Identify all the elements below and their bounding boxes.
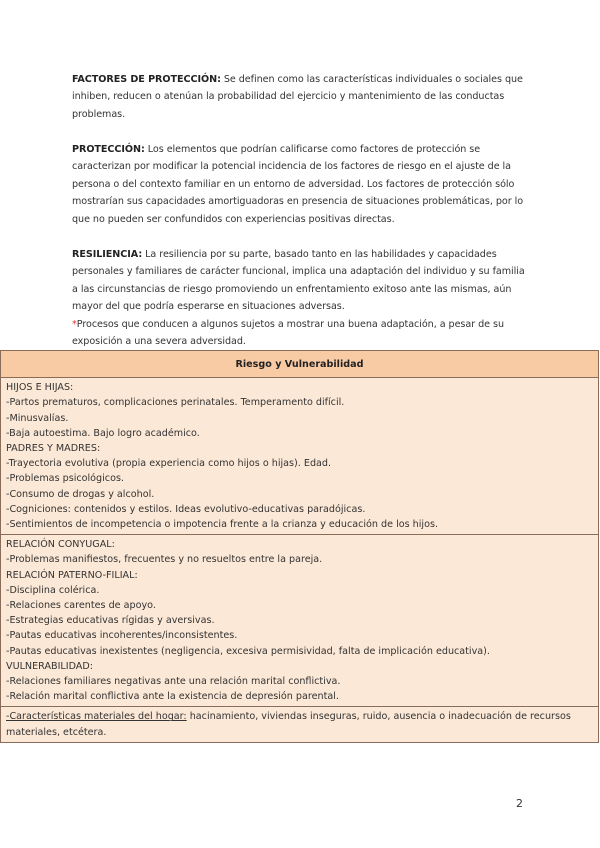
material-label: -Características materiales del hogar: [6, 711, 187, 723]
page-number: 2 [516, 797, 523, 810]
table-line: -Pautas educativas incoherentes/inconsistentes. [6, 630, 238, 642]
resiliencia-label: RESILIENCIA: [72, 249, 143, 260]
table-line: -Estrategias educativas rígidas y aversivas. [6, 615, 215, 627]
table-line: PADRES Y MADRES: [6, 443, 101, 455]
table-line: VULNERABILIDAD: [6, 660, 93, 672]
risk-vulnerability-table [0, 350, 599, 743]
factores-label: FACTORES DE PROTECCIÓN: [72, 74, 221, 85]
paragraph-proteccion [72, 141, 527, 228]
table-line: -Problemas manifiestos, frecuentes y no resueltos entre la pareja. [6, 554, 323, 566]
table-line: -Problemas psicológicos. [6, 473, 124, 485]
resiliencia-note: Procesos que conducen a algunos sujetos a mostrar una buena adaptación, a pesar de su exposición a una severa adversidad. [72, 318, 504, 348]
table-line: -Relación marital conflictiva ante la existencia de depresión parental. [6, 691, 339, 703]
table-line: -Minusvalías. [6, 412, 69, 424]
table-header: Riesgo y Vulnerabilidad [1, 351, 599, 378]
table-line: RELACIÓN CONYUGAL: [6, 539, 115, 551]
proteccion-text: Los elementos que podrían calificarse como factores de protección se caracterizan por modificar la potencial incidencia de los factores de riesgo en el ajuste de la persona o del contexto familiar en un entorno de adversidad. Los factores de protección sólo mostrarían sus capacidades amortiguadoras en presencia de situaciones problemáticas, por lo que no pueden ser confundidos con experiencias positivas directas. [72, 144, 524, 225]
table-line: -Relaciones familiares negativas ante una relación marital conflictiva. [6, 676, 341, 688]
table-section-material [1, 707, 599, 742]
table-line: -Trayectoria evolutiva (propia experiencia como hijos o hijas). Edad. [6, 458, 332, 470]
proteccion-label: PROTECCIÓN: [72, 144, 145, 155]
table-line: HIJOS E HIJAS: [6, 382, 74, 394]
paragraph-factores [72, 71, 527, 123]
table-line: -Partos prematuros, complicaciones perinatales. Temperamento difícil. [6, 397, 345, 409]
table-section-individual [1, 378, 599, 535]
table-line: -Disciplina colérica. [6, 584, 100, 596]
table-line: -Relaciones carentes de apoyo. [6, 600, 156, 612]
material-text: hacinamiento, viviendas inseguras, ruido, ausencia o inadecuación de recursos materiales, etcétera. [6, 711, 571, 738]
table-line: -Baja autoestima. Bajo logro académico. [6, 427, 200, 439]
table-section-relational [1, 535, 599, 707]
factores-text: Se definen como las características individuales o sociales que inhiben, reducen o atenúan la probabilidad del ejercicio y mantenimiento de las conductas problemas. [72, 74, 523, 120]
table-line: -Pautas educativas inexistentes (negligencia, excesiva permisividad, falta de implicación educativa). [6, 645, 490, 657]
table-line: -Consumo de drogas y alcohol. [6, 488, 155, 500]
paragraph-resiliencia [72, 246, 527, 350]
table-line: -Sentimientos de incompetencia o impotencia frente a la crianza y educación de los hijos. [6, 519, 439, 531]
resiliencia-text: La resiliencia por su parte, basado tanto en las habilidades y capacidades personales y familiares de carácter funcional, implica una adaptación del individuo y su familia a las circunstancias de riesgo promoviendo un enfrentamiento exitoso ante las mismas, aún mayor del que podría esperarse en situaciones adversas. [72, 249, 525, 313]
asterisk-marker: * [72, 318, 77, 330]
table-line: RELACIÓN PATERNO-FILIAL: [6, 569, 138, 581]
table-line: -Cogniciones: contenidos y estilos. Ideas evolutivo-educativas paradójicas. [6, 503, 366, 515]
